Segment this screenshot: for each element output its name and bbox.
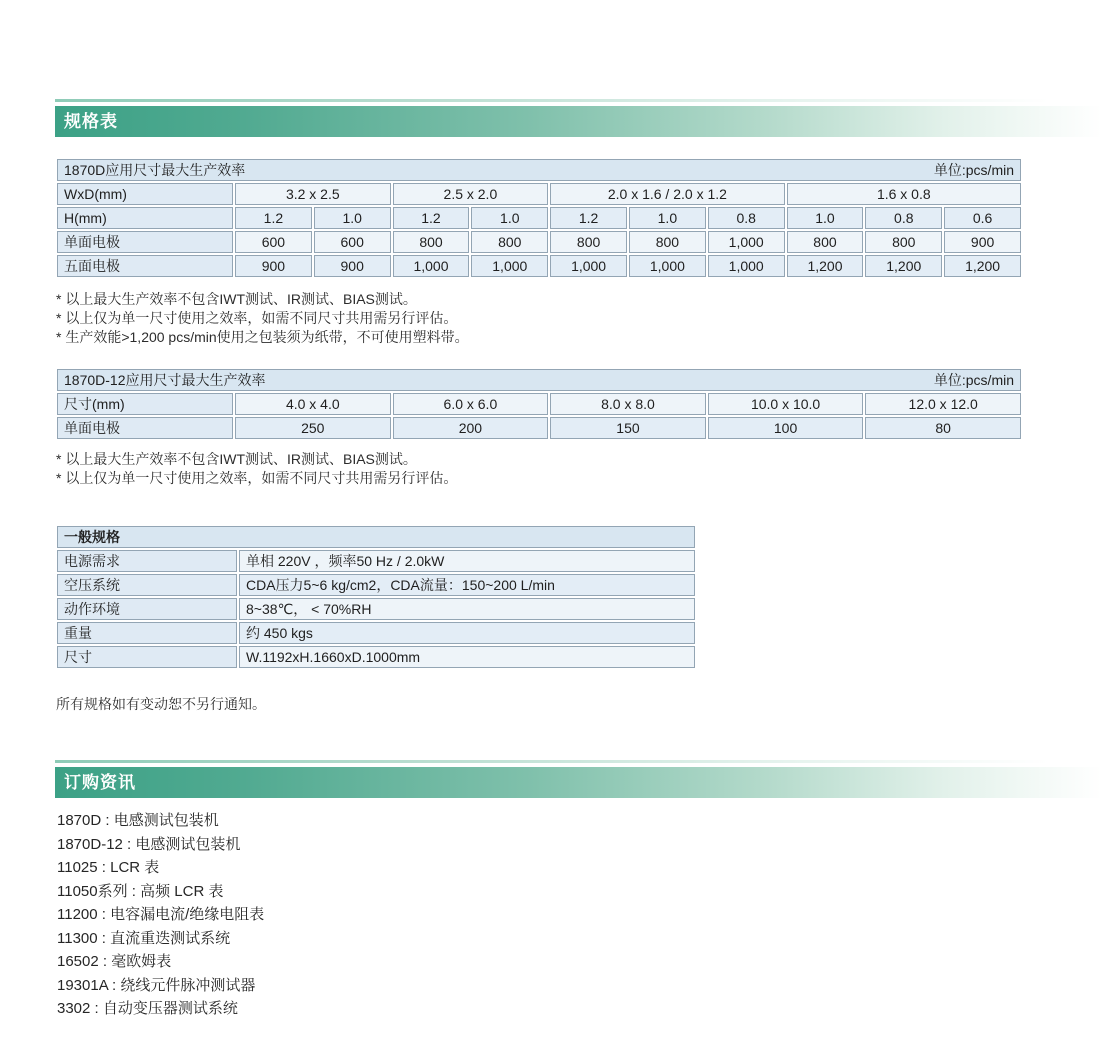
- spec-value: CDA压力5~6 kg/cm2，CDA流量：150~200 L/min: [239, 574, 695, 596]
- ordering-item: 19301A : 绕线元件脉冲测试器: [57, 976, 256, 994]
- ordering-item: 11050系列 : 高频 LCR 表: [57, 882, 224, 900]
- single-value-cell: 800: [471, 231, 548, 253]
- wxd-group-cell: 2.5 x 2.0: [393, 183, 549, 205]
- h-value-cell: 1.0: [471, 207, 548, 229]
- table-1870d-efficiency: [55, 157, 1023, 279]
- single-value-cell: 1,000: [708, 231, 785, 253]
- ordering-info-list: [57, 809, 264, 1021]
- h-value-cell: 1.0: [629, 207, 706, 229]
- spec-label: 尺寸: [57, 646, 237, 668]
- single-value-cell: 150: [550, 417, 706, 439]
- spec-label: 空压系统: [57, 574, 237, 596]
- single-electrode-label: 单面电极: [57, 417, 233, 439]
- five-value-cell: 1,000: [393, 255, 470, 277]
- five-value-cell: 1,200: [944, 255, 1021, 277]
- ordering-item: 11025 : LCR 表: [57, 859, 160, 876]
- wxd-row-label: WxD(mm): [57, 183, 233, 205]
- five-value-cell: 1,000: [629, 255, 706, 277]
- h-row: [57, 207, 1021, 229]
- order-section-banner: [55, 767, 1102, 798]
- table-title-row: [57, 526, 695, 548]
- single-electrode-label: 单面电极: [57, 231, 233, 253]
- order-section-accent-line: [55, 760, 1102, 763]
- size-value-cell: 10.0 x 10.0: [708, 393, 864, 415]
- five-value-cell: 900: [235, 255, 312, 277]
- ordering-item: 11300 : 直流重迭测试系统: [57, 929, 231, 947]
- spec-row: [57, 646, 695, 668]
- wxd-group-cell: 3.2 x 2.5: [235, 183, 391, 205]
- spec-value: 约 450 kgs: [239, 622, 695, 644]
- spec-section-accent-line: [55, 99, 1102, 102]
- five-value-cell: 1,000: [471, 255, 548, 277]
- single-value-cell: 80: [865, 417, 1021, 439]
- single-value-cell: 100: [708, 417, 864, 439]
- single-value-cell: 800: [393, 231, 470, 253]
- table-title-row: [57, 159, 1021, 181]
- ordering-item: 16502 : 毫欧姆表: [57, 953, 172, 970]
- spec-row: [57, 550, 695, 572]
- single-value-cell: 600: [314, 231, 391, 253]
- h-value-cell: 1.0: [787, 207, 864, 229]
- single-value-cell: 800: [787, 231, 864, 253]
- single-value-cell: 800: [550, 231, 627, 253]
- ordering-item: 11200 : 电容漏电流/绝缘电阻表: [57, 906, 265, 923]
- footnote: * 以上仅为单一尺寸使用之效率，如需不同尺寸共用需另行评估。: [56, 470, 458, 486]
- footnote: * 以上仅为单一尺寸使用之效率，如需不同尺寸共用需另行评估。: [56, 310, 458, 326]
- h-value-cell: 0.8: [865, 207, 942, 229]
- single-electrode-row: [57, 417, 1021, 439]
- five-value-cell: 1,200: [865, 255, 942, 277]
- spec-row: [57, 574, 695, 596]
- ordering-item: 3302 : 自动变压器测试系统: [57, 1000, 238, 1017]
- table-title-row: [57, 369, 1021, 391]
- h-value-cell: 1.0: [314, 207, 391, 229]
- five-value-cell: 1,000: [708, 255, 785, 277]
- five-electrode-label: 五面电极: [57, 255, 233, 277]
- footnotes-1870d12: [56, 450, 457, 488]
- five-value-cell: 900: [314, 255, 391, 277]
- five-value-cell: 1,000: [550, 255, 627, 277]
- footnote: * 以上最大生产效率不包含IWT测试、IR测试、BIAS测试。: [56, 291, 417, 307]
- ordering-item: 1870D : 电感测试包装机: [57, 812, 219, 829]
- table-title: 1870D-12应用尺寸最大生产效率: [64, 372, 266, 388]
- size-row: [57, 393, 1021, 415]
- footnotes-1870d: [56, 290, 469, 347]
- spec-label: 电源需求: [57, 550, 237, 572]
- single-value-cell: 250: [235, 417, 391, 439]
- size-value-cell: 12.0 x 12.0: [865, 393, 1021, 415]
- order-section-title: 订购资讯: [64, 773, 136, 792]
- wxd-row: [57, 183, 1021, 205]
- spec-value: 单相 220V ，频率50 Hz / 2.0kW: [239, 550, 695, 572]
- spec-label: 动作环境: [57, 598, 237, 620]
- table-unit-label: 单位:pcs/min: [933, 372, 1014, 388]
- table-title: 1870D应用尺寸最大生产效率: [64, 162, 246, 178]
- h-value-cell: 1.2: [235, 207, 312, 229]
- table-1870d12-efficiency: [55, 367, 1023, 441]
- size-value-cell: 4.0 x 4.0: [235, 393, 391, 415]
- table-general-specs: [55, 524, 697, 670]
- spec-value: 8~38℃， < 70%RH: [239, 598, 695, 620]
- h-row-label: H(mm): [57, 207, 233, 229]
- h-value-cell: 1.2: [550, 207, 627, 229]
- change-notice: 所有规格如有变动恕不另行通知。: [56, 696, 266, 712]
- h-value-cell: 0.6: [944, 207, 1021, 229]
- spec-label: 重量: [57, 622, 237, 644]
- five-value-cell: 1,200: [787, 255, 864, 277]
- footnote: * 以上最大生产效率不包含IWT测试、IR测试、BIAS测试。: [56, 451, 417, 467]
- size-value-cell: 8.0 x 8.0: [550, 393, 706, 415]
- h-value-cell: 0.8: [708, 207, 785, 229]
- wxd-group-cell: 2.0 x 1.6 / 2.0 x 1.2: [550, 183, 784, 205]
- wxd-group-cell: 1.6 x 0.8: [787, 183, 1021, 205]
- single-value-cell: 200: [393, 417, 549, 439]
- footnote: * 生产效能>1,200 pcs/min使用之包装须为纸带，不可使用塑料带。: [56, 329, 469, 345]
- single-value-cell: 900: [944, 231, 1021, 253]
- h-value-cell: 1.2: [393, 207, 470, 229]
- spec-value: W.1192xH.1660xD.1000mm: [239, 646, 695, 668]
- spec-row: [57, 622, 695, 644]
- ordering-item: 1870D-12 : 电感测试包装机: [57, 835, 241, 853]
- size-value-cell: 6.0 x 6.0: [393, 393, 549, 415]
- spec-section-banner: [55, 106, 1102, 137]
- table-unit-label: 单位:pcs/min: [933, 162, 1014, 178]
- five-electrode-row: [57, 255, 1021, 277]
- single-value-cell: 800: [629, 231, 706, 253]
- single-electrode-row: [57, 231, 1021, 253]
- spec-row: [57, 598, 695, 620]
- single-value-cell: 600: [235, 231, 312, 253]
- single-value-cell: 800: [865, 231, 942, 253]
- size-row-label: 尺寸(mm): [57, 393, 233, 415]
- spec-section-title: 规格表: [64, 112, 118, 131]
- table-title: 一般规格: [57, 526, 695, 548]
